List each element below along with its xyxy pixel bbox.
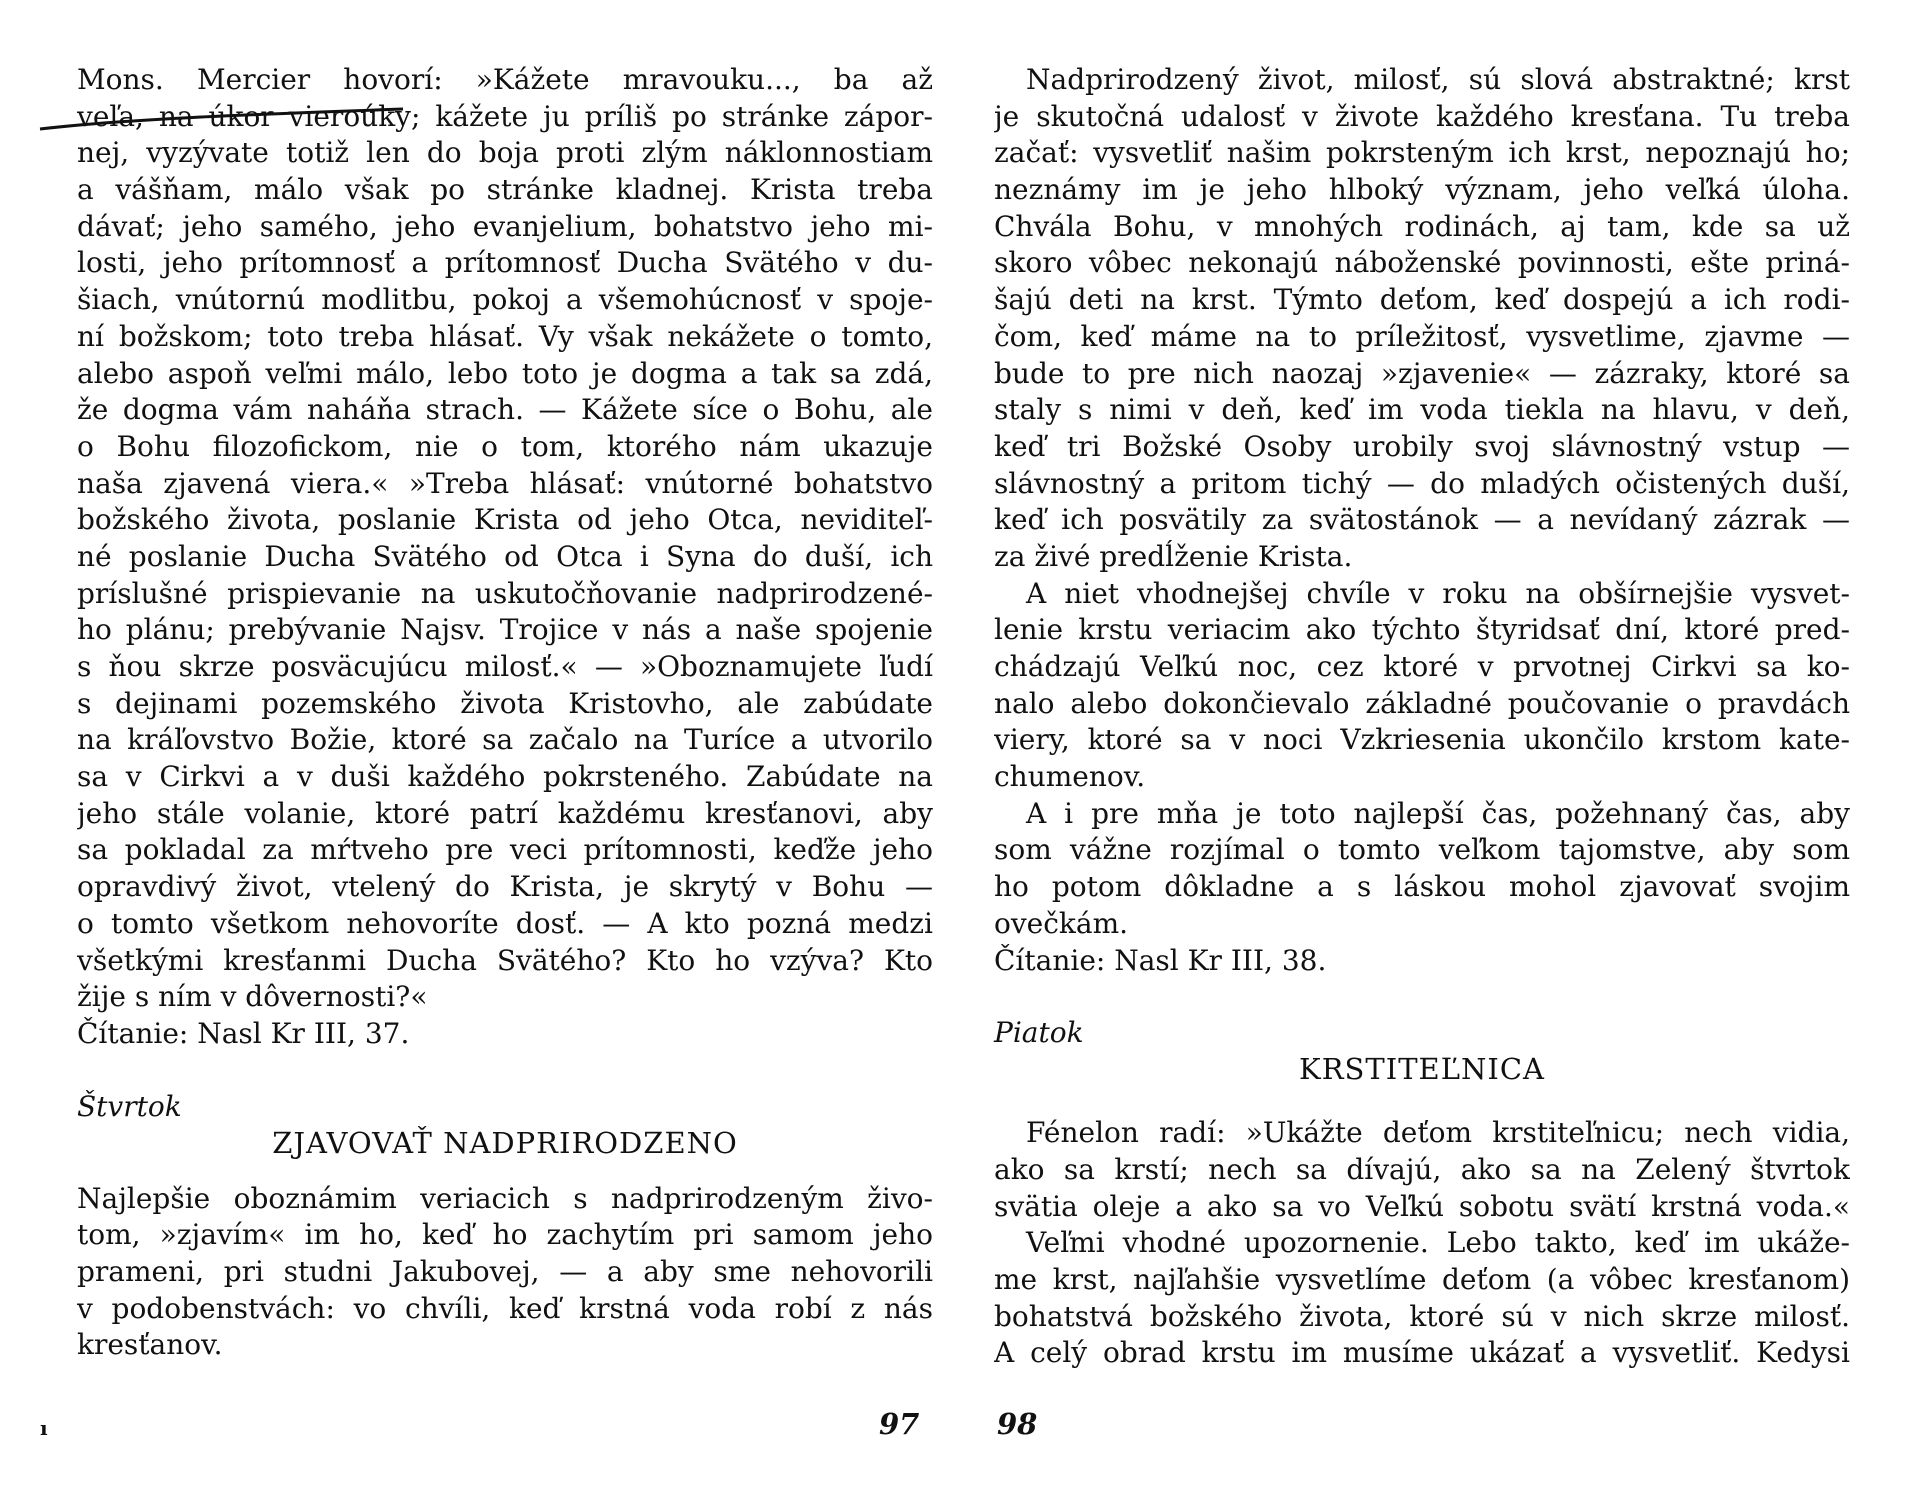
text-line: začať: vysvetliť našim pokrsteným ich krst, nepoznajú ho; [994,136,1850,170]
text-line: v podobenstvách: vo chvíli, keď krstná voda robí z nás [77,1291,933,1325]
text-line: žije s ním v dôvernosti?« [77,980,428,1014]
text-line: príslušné prispievanie na uskutočňovanie nadprirodzené- [77,576,933,610]
text-line: s dejinami pozemského života Kristovho, ale zabúdate [77,686,933,720]
left-page [77,62,933,1364]
text-line: skoro vôbec nekonajú náboženské povinnosti, ešte priná- [994,246,1850,280]
text-line: staly s nimi v deň, keď im voda tiekla na hlavu, v deň, [994,393,1850,427]
text-line: bude to pre nich naozaj »zjavenie« — zázraky, ktoré sa [994,356,1850,390]
text-line: A i pre mňa je toto najlepší čas, požehnaný čas, aby [1026,796,1850,830]
text-line: Fénelon radí: »Ukážte deťom krstiteľnicu; nech vidia, [1026,1116,1850,1150]
text-line: božského života, poslanie Krista od jeho Otca, neviditeľ- [77,503,933,537]
text-line: za živé predĺženie Krista. [994,539,1353,573]
text-line: slávnostný a pritom tichý — do mladých očistených duší, [994,466,1850,500]
text-line: na kráľovstvo Božie, ktoré sa začalo na Turíce a utvorilo [77,723,933,757]
day-label-thursday: Štvrtok [77,1089,182,1123]
page-number-right: 98 [997,1407,1038,1441]
text-line: o tomto všetkom nehovoríte dosť. — A kto pozná medzi [77,906,933,940]
text-line: ako sa krstí; nech sa dívajú, ako sa na Zelený štvrtok [994,1152,1850,1186]
text-line: nej, vyzývate totiž len do boja proti zlým náklonnostiam [77,136,933,170]
text-line: že dogma vám naháňa strach. — Kážete síce o Bohu, ale [77,393,933,427]
text-line: Veľmi vhodné upozornenie. Lebo takto, keď im ukáže- [1026,1226,1850,1260]
text-line: prameni, pri studni Jakubovej, — a aby sme nehovorili [77,1254,933,1288]
text-line: s ňou skrze posväcujúcu milosť.« — »Oboznamujete ľudí [77,650,933,683]
text-line: jeho stále volanie, ktoré patrí každému kresťanovi, aby [77,796,933,830]
corner-mark: ı [40,1416,48,1440]
text-line: ní božskom; toto treba hlásať. Vy však nekážete o tomto, [77,319,933,353]
left-paragraph-mercier [77,62,933,1016]
text-line: nalo alebo dokončievalo základné poučovanie o pravdách [994,686,1850,720]
text-line: veľa, na úkor vieroúky; kážete ju príliš po stránke zápor- [77,99,933,133]
right-page [994,62,1850,1372]
text-line: tom, »zjavím« im ho, keď ho zachytím pri samom jeho [77,1218,933,1252]
text-line: chumenov. [994,760,1146,794]
text-line: A celý obrad krstu im musíme ukázať a vysvetliť. Kedysi [994,1336,1850,1370]
text-line: Najlepšie oboznámim veriacich s nadprirodzeným živo- [77,1181,933,1215]
text-line: som vážne rozjímal o tomto veľkom tajomstve, aby som [994,833,1850,867]
text-line: keď tri Božské Osoby urobily svoj slávnostný vstup — [994,429,1850,463]
day-label-friday: Piatok [994,1016,1084,1050]
text-line: o Bohu filozofickom, nie o tom, ktorého nám ukazuje [77,429,933,463]
text-line: ho potom dôkladne a s láskou mohol zjavovať svojim [994,870,1850,904]
text-line: šajú deti na krst. Týmto deťom, keď dospejú a ich rodi- [994,283,1850,317]
right-paragraph-pre-mna [994,796,1850,943]
reading-text: Čítanie: Nasl Kr III, 38. [994,943,1327,977]
left-reading-ref [77,1016,933,1053]
text-line: chádzajú Veľkú noc, cez ktoré v prvotnej Cirkvi sa ko- [994,650,1850,683]
pen-strike-mark [38,107,408,137]
text-line: všetkými kresťanmi Ducha Svätého? Kto ho vzýva? Kto [77,943,933,977]
text-line: Mons. Mercier hovorí: »Kážete mravouku..., ba až [77,63,933,96]
text-line: alebo aspoň veľmi málo, lebo toto je dogma a tak sa zdá, [77,356,933,390]
section-heading-krstitelnica: KRSTITEĽNICA [1299,1052,1545,1087]
text-line: Nadprirodzený život, milosť, sú slová abstraktné; krst [1026,63,1850,96]
right-paragraph-niet-vhodnejsej [994,576,1850,796]
text-line: ovečkám. [994,906,1129,940]
text-line: naša zjavená viera.« »Treba hlásať: vnútorné bohatstvo [77,466,933,500]
section-heading-zjavovat: ZJAVOVAŤ NADPRIRODZENO [272,1125,738,1160]
text-line: bohatstvá božského života, ktoré sú v nich skrze milosť. [994,1299,1850,1333]
text-line: je skutočná udalosť v živote každého kresťana. Tu treba [994,99,1850,133]
reading-text: Čítanie: Nasl Kr III, 37. [77,1016,410,1050]
text-line: šiach, vnútornú modlitbu, pokoj a všemohúcnosť v spoje- [77,283,933,317]
right-paragraph-fenelon [994,1115,1850,1225]
text-line: sa pokladal za mŕtveho pre veci prítomnosti, keďže jeho [77,833,933,867]
left-paragraph-najlepsie [77,1181,933,1364]
text-line: sa v Cirkvi a v duši každého pokrsteného. Zabúdate na [77,760,933,794]
text-line: losti, jeho prítomnosť a prítomnosť Ducha Svätého v du- [77,246,933,280]
text-line: A niet vhodnejšej chvíle v roku na obšírnejšie vysvet- [1026,576,1850,610]
text-line: dávať; jeho samého, jeho evanjelium, bohatstvo jeho mi- [77,209,933,243]
right-paragraph-nadprirodzeny [994,62,1850,576]
text-line: kresťanov. [77,1328,223,1362]
right-paragraph-velmi-vhodne [994,1225,1850,1372]
text-line: neznámy im je jeho hlboký význam, jeho veľká úloha. [994,173,1850,207]
text-line: svätia oleje a ako sa vo Veľkú sobotu svätí krstná voda.« [994,1189,1850,1223]
text-line: né poslanie Ducha Svätého od Otca i Syna do duší, ich [77,539,933,573]
text-line: lenie krstu veriacim ako týchto štyridsať dní, ktoré pred- [994,613,1850,647]
text-line: ho plánu; prebývanie Najsv. Trojice v nás a naše spojenie [77,613,933,647]
right-reading-ref [994,943,1850,980]
text-line: opravdivý život, vtelený do Krista, je skrytý v Bohu — [77,870,933,904]
text-line: a vášňam, málo však po stránke kladnej. Krista treba [77,173,933,207]
page-number-left: 97 [879,1407,920,1441]
text-line: me krst, najľahšie vysvetlíme deťom (a vôbec kresťanom) [994,1262,1850,1296]
text-line: viery, ktoré sa v noci Vzkriesenia ukončilo krstom kate- [994,723,1850,757]
text-line: keď ich posvätily za svätostánok — a nevídaný zázrak — [994,503,1850,537]
text-line: Chvála Bohu, v mnohých rodinách, aj tam, kde sa už [994,209,1850,243]
text-line: čom, keď máme na to príležitosť, vysvetlime, zjavme — [994,319,1850,353]
